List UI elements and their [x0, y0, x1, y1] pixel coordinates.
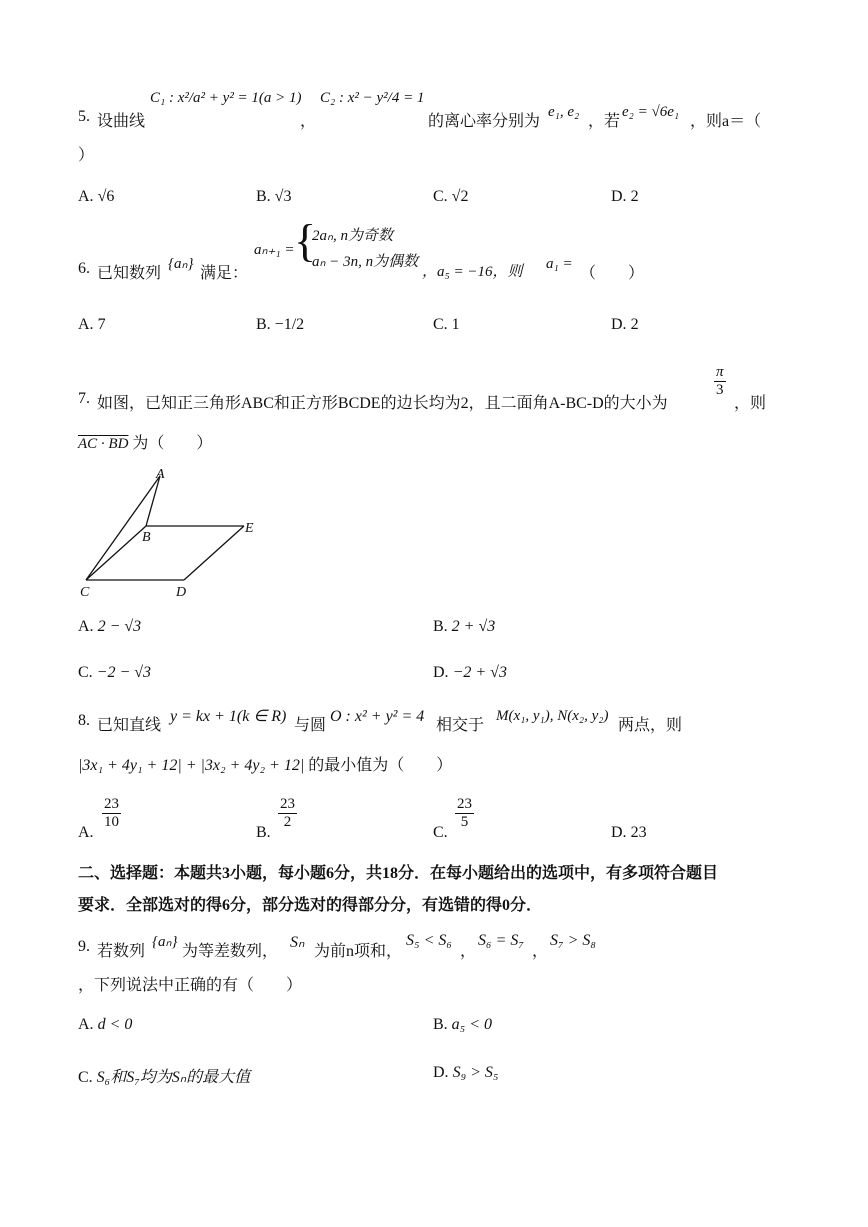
q5-number: 5.	[78, 108, 90, 125]
q9-stem: 若数列	[97, 943, 146, 960]
q8-options: A. $\frac{23}{10}$ B. $\frac{23}{2}$ C. $\frac{23}{5}$ D. 23	[78, 796, 647, 841]
edge-ab	[146, 476, 160, 526]
q6-case2: aₙ − 3n, n为偶数	[312, 254, 419, 270]
q6-sat: 满足：	[200, 265, 249, 282]
q6-number: 6.	[78, 260, 90, 277]
q6-seq: {aₙ}	[168, 256, 194, 272]
q8-two: 两点，则	[618, 717, 683, 734]
edge-ed	[184, 526, 244, 580]
label-e: E	[245, 521, 254, 536]
label-b: B	[142, 530, 151, 545]
q8-expr: |3x₁ + 4y₁ + 12| + |3x₂ + 4y₂ + 12|	[78, 757, 305, 774]
q5-option-c: C. √2	[433, 188, 469, 205]
q5-curve-c2: C₂ : x² − y²/4 = 1	[320, 90, 425, 106]
q5-e: e₁, e₂	[548, 104, 580, 120]
q9-cond2: S₆ = S₇	[478, 932, 524, 949]
q8-line: y = kx + 1(k ∈ R)	[170, 708, 287, 725]
q9-sep1: ，	[460, 943, 477, 960]
label-d: D	[176, 585, 187, 600]
q6-option-d: D. 2	[611, 316, 639, 333]
q6-ask-var: a₁ =	[546, 256, 573, 272]
q8-number: 8.	[78, 712, 90, 729]
q9-option-a: A. d < 0	[78, 1016, 133, 1033]
q7-ask: 为（ ）	[132, 435, 213, 452]
q9-seq: {aₙ}	[152, 934, 178, 950]
q6-option-a: A. 7	[78, 316, 106, 333]
q9-sn: Sₙ	[290, 934, 305, 951]
q6-options	[78, 300, 778, 340]
q7-option-b: B. 2 + √3	[433, 618, 496, 635]
q8-ask: 的最小值为（ ）	[308, 757, 453, 774]
q8-meet: 相交于	[436, 717, 485, 734]
q5-close: ）	[78, 147, 95, 164]
q9-options	[78, 1010, 778, 1090]
q5-cond-prefix: ，若	[588, 113, 621, 130]
q7-line1	[78, 362, 798, 412]
q7-figure	[72, 466, 272, 602]
q5-options	[78, 180, 778, 210]
label-c: C	[80, 585, 90, 600]
q5-option-b: B. √3	[256, 188, 292, 205]
q5-cond: e₂ = √6e₁	[622, 104, 680, 120]
q7-line2	[78, 430, 212, 460]
q9-sep2: ，	[532, 943, 549, 960]
q7-option-a: A. 2 − √3	[78, 618, 142, 635]
q8-line2	[78, 752, 452, 782]
q9-option-b: B. a₅ < 0	[433, 1016, 493, 1033]
q8-option-d: D. 23	[611, 824, 647, 841]
q7-option-d: D. −2 + √3	[433, 664, 507, 681]
q9-line1	[78, 930, 798, 960]
q9-cond3: S₇ > S₈	[550, 932, 596, 949]
q6-option-b: B. −1/2	[256, 316, 305, 333]
q9-line2: ，下列说法中正确的有（ ）	[78, 977, 303, 994]
q6-case1: 2aₙ, n为奇数	[312, 228, 393, 244]
q7-tail: ，则	[734, 395, 767, 412]
section2-line2: 要求．全部选对的得6分，部分选对的得部分分，有选错的得0分．	[78, 897, 543, 914]
q7-stem: 如图，已知正三角形ABC和正方形BCDE的边长均为2，且二面角A-BC-D的大小为	[97, 395, 668, 412]
q8-line1	[78, 704, 798, 734]
q7-vector: AC · BD	[78, 436, 129, 452]
q5-comma: ，	[300, 113, 317, 130]
q9-number: 9.	[78, 938, 90, 955]
q8-circle: O : x² + y² = 4	[330, 708, 425, 725]
edge-ca	[86, 476, 160, 580]
q9-option-c: C. S₆和S₇均为Sₙ的最大值	[78, 1069, 251, 1086]
q9-sum: 为前n项和，	[314, 943, 403, 960]
q9-cond1: S₅ < S₆	[406, 932, 452, 949]
q8-stem: 已知直线	[97, 717, 162, 734]
q8-points: M(x₁, y₁), N(x₂, y₂)	[496, 708, 609, 724]
label-a: A	[156, 467, 165, 482]
q6-lhs: aₙ₊₁ =	[254, 242, 295, 258]
q5-curve-c1: C₁ : x²/a² + y² = 1(a > 1)	[150, 90, 302, 106]
q8-with: 与圆	[294, 717, 327, 734]
q6-cond: ，a₅ = −16，则	[422, 264, 523, 280]
q5-option-a: A. √6	[78, 188, 115, 205]
q9-option-d: D. S₉ > S₅	[433, 1064, 499, 1081]
q7-angle: $\frac{\pi}{3}$	[716, 364, 724, 398]
section2-heading	[78, 860, 798, 924]
q6-stem: 已知数列	[97, 265, 162, 282]
q9-arith: 为等差数列，	[182, 943, 279, 960]
q7-number: 7.	[78, 390, 90, 407]
q6-brace: {	[294, 215, 317, 266]
q6-ask: （ ）	[580, 265, 645, 282]
q7-option-c: C. −2 − √3	[78, 664, 152, 681]
section2-line1: 二、选择题：本题共3小题，每小题6分，共18分．在每小题给出的选项中，有多项符合题目	[78, 865, 719, 882]
q7-options	[78, 612, 778, 692]
q5-option-d: D. 2	[611, 188, 639, 205]
edge-bc	[86, 526, 146, 580]
q5-mid: 的离心率分别为	[428, 113, 541, 130]
q5-stem: 设曲线	[97, 113, 146, 130]
q6-line	[78, 215, 778, 282]
q6-option-c: C. 1	[433, 316, 460, 333]
q5-ask: ，则a＝（	[690, 113, 762, 130]
